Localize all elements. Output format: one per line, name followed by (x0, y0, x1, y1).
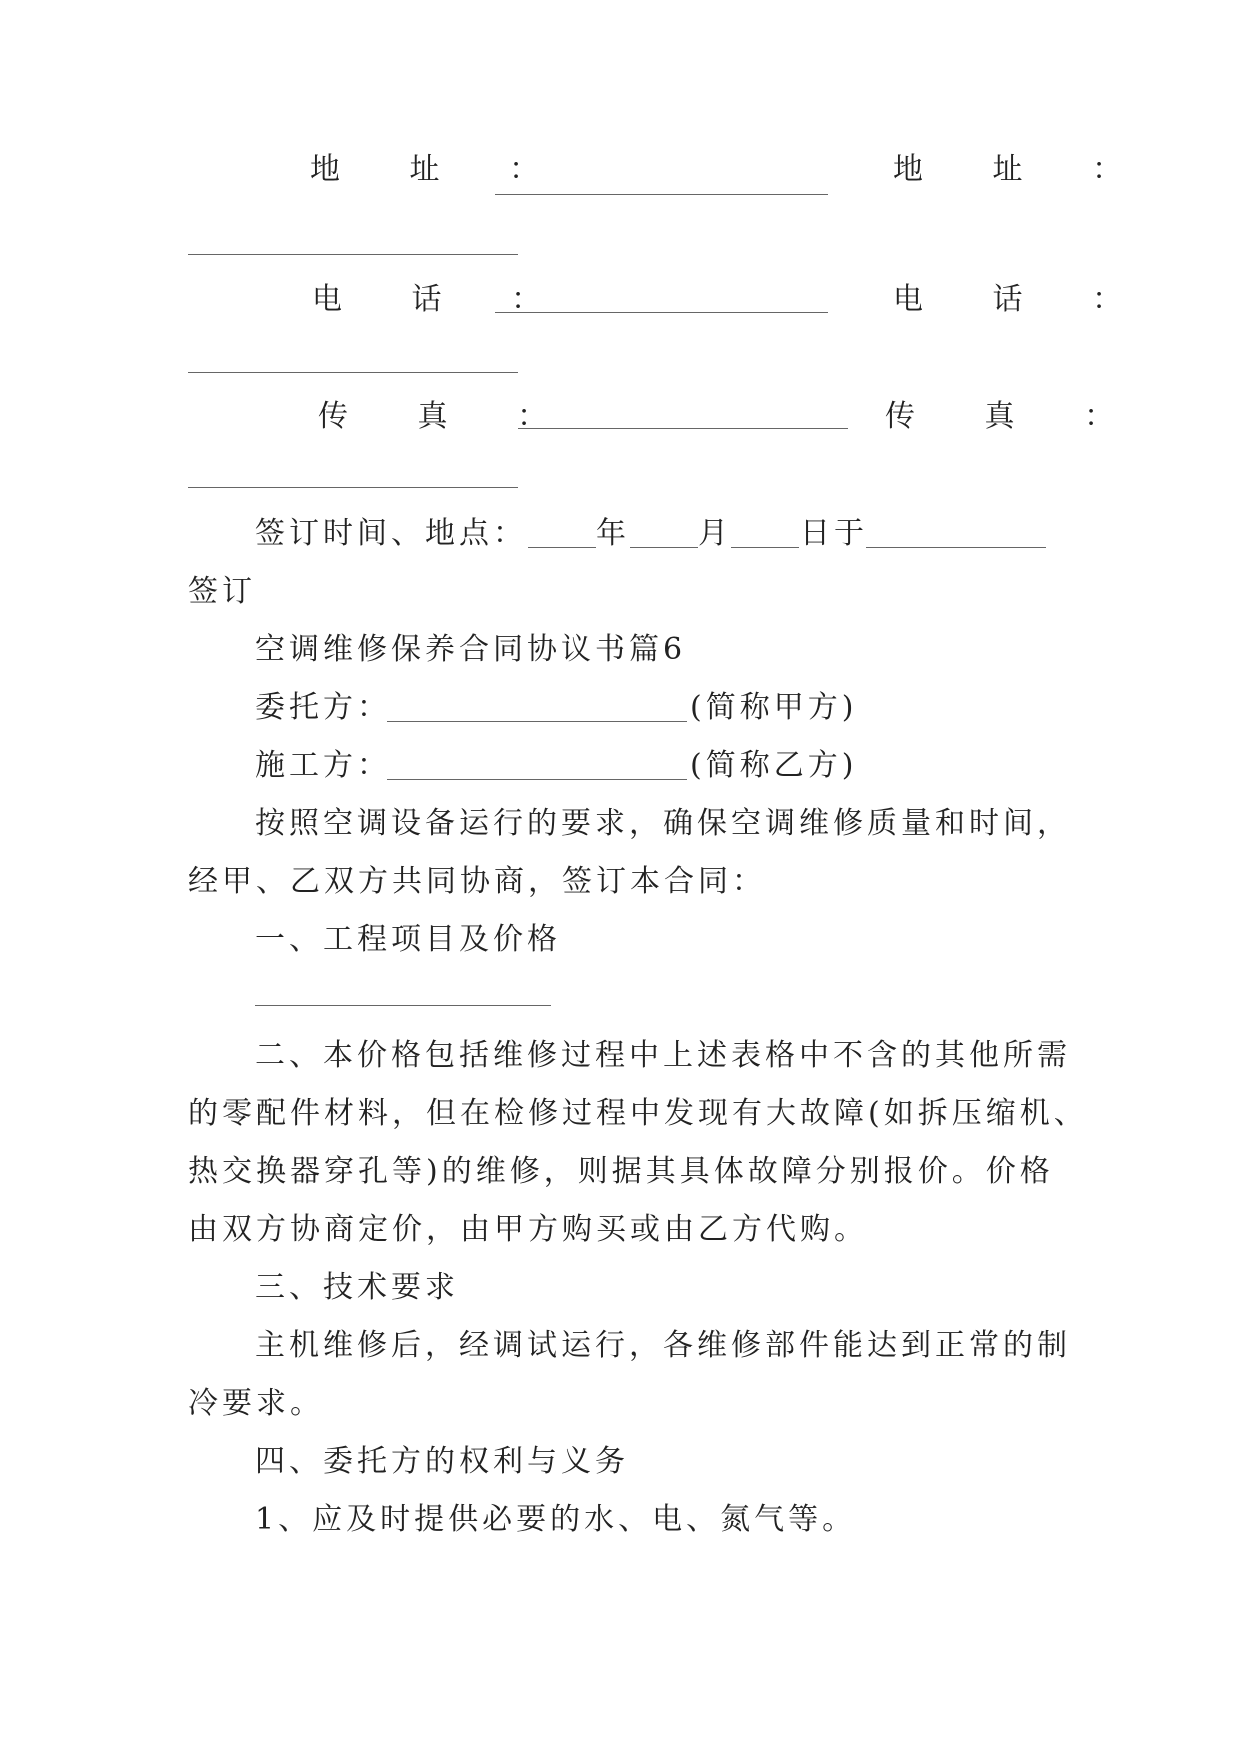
phone-blank-right (188, 372, 518, 373)
signing-month-blank (630, 547, 698, 548)
section-2-line-3: 热交换器穿孔等)的维修，则据其具体故障分别报价。价格 (188, 1154, 1054, 1189)
intro-line-1: 按照空调设备运行的要求，确保空调维修质量和时间， (255, 806, 1071, 841)
signing-day-blank (731, 547, 799, 548)
client-label: 委托方： (255, 690, 391, 725)
signing-suffix: 签订 (188, 574, 256, 609)
contractor-blank (387, 779, 687, 780)
signing-year: 年 (596, 516, 630, 551)
section-3-line-1: 主机维修后，经调试运行，各维修部件能达到正常的制 (255, 1328, 1071, 1363)
section-2-line-2: 的零配件材料，但在检修过程中发现有大故障(如拆压缩机、 (188, 1096, 1088, 1131)
address-blank-right (188, 254, 518, 255)
contractor-label: 施工方： (255, 748, 391, 783)
section-2-line-4: 由双方协商定价，由甲方购买或由乙方代购。 (188, 1212, 868, 1247)
signing-day-at: 日于 (800, 516, 868, 551)
signing-year-blank (528, 547, 596, 548)
client-blank (387, 721, 687, 722)
signing-prefix: 签订时间、地点： (255, 516, 527, 551)
phone-label-right: 电 话 ： (893, 282, 1153, 317)
section-4-item-1: 1、应及时提供必要的水、电、氮气等。 (255, 1502, 857, 1537)
section-3-line-2: 冷要求。 (188, 1386, 324, 1421)
section-2-line-1: 二、本价格包括维修过程中上述表格中不含的其他所需 (255, 1038, 1071, 1073)
address-blank-left (495, 194, 828, 195)
fax-blank-right (188, 487, 518, 488)
signing-place-blank (866, 547, 1046, 548)
section-1-title: 一、工程项目及价格 (255, 922, 561, 957)
section-4-title: 四、委托方的权利与义务 (255, 1444, 629, 1479)
signing-month: 月 (698, 516, 732, 551)
fax-label-left: 传 真 ： (318, 399, 578, 434)
fax-blank-left (518, 428, 848, 429)
section-3-title: 三、技术要求 (255, 1270, 459, 1305)
address-label-left: 地 址 ： (310, 152, 570, 187)
contractor-alias: (简称乙方) (690, 748, 858, 783)
address-label-right: 地 址 ： (893, 152, 1153, 187)
phone-label-left: 电 话 ： (312, 282, 572, 317)
intro-line-2: 经甲、乙双方共同协商，签订本合同： (188, 864, 766, 899)
phone-blank-left (495, 312, 828, 313)
client-alias: (简称甲方) (690, 690, 858, 725)
contract-title: 空调维修保养合同协议书篇6 (255, 632, 687, 667)
fax-label-right: 传 真 ： (885, 399, 1145, 434)
section-1-blank (255, 1005, 551, 1006)
